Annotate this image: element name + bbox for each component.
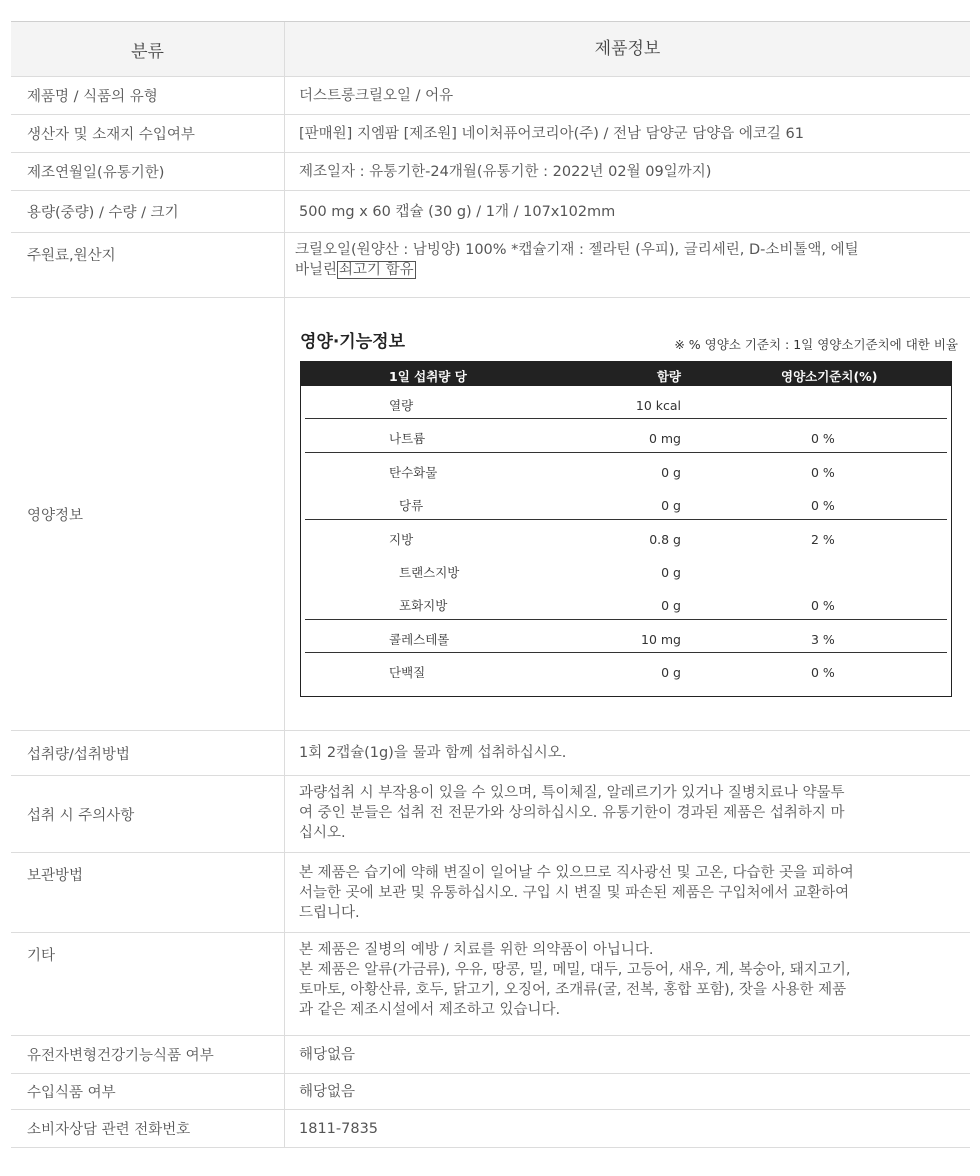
row-label: 수입식품 여부	[11, 1074, 285, 1109]
row-label: 보관방법	[11, 853, 285, 932]
nutrient-name: 탄수화물	[389, 464, 438, 480]
text-line: 본 제품은 알류(가금류), 우유, 땅콩, 밀, 메밀, 대두, 고등어, 새우, 게, 복숭아, 돼지고기,	[299, 962, 851, 978]
header-category: 분류	[11, 22, 285, 76]
nutrient-amount: 0 g	[661, 665, 681, 681]
row-value: 더스트롱크릴오일 / 어유	[299, 87, 454, 104]
nutrient-amount: 0 g	[661, 564, 681, 580]
nutrient-name: 단백질	[389, 665, 426, 681]
nutrient-daily-value: 0 %	[811, 431, 835, 447]
row-label: 유전자변형건강기능식품 여부	[11, 1036, 285, 1073]
nutrition-row	[301, 653, 951, 686]
row-label: 기타	[11, 933, 285, 1035]
header-product-info: 제품정보	[285, 22, 970, 76]
nutrition-facts	[285, 298, 970, 728]
table-row	[11, 153, 970, 191]
row-value	[285, 933, 970, 1035]
row-value: 해당없음	[299, 1046, 356, 1063]
nutrient-name: 포화지방	[399, 598, 448, 614]
text-line: 과 같은 제조시설에서 제조하고 있습니다.	[299, 1002, 561, 1018]
table-row	[11, 1074, 970, 1110]
row-label: 영양정보	[11, 298, 285, 730]
row-value	[285, 233, 970, 297]
row-label: 주원료,원산지	[11, 233, 285, 297]
text-line: 십시오.	[299, 825, 346, 841]
nutrient-name: 지방	[389, 531, 414, 547]
table-row	[11, 731, 970, 776]
table-row	[11, 933, 970, 1036]
text-line: 과량섭취 시 부작용이 있을 수 있으며, 특이체질, 알레르기가 있거나 질병치료나 약물투	[299, 785, 845, 801]
nutrition-row	[301, 419, 951, 452]
nutrient-amount: 10 kcal	[635, 398, 681, 413]
table-header	[11, 22, 970, 77]
table-row	[11, 1110, 970, 1148]
nutrient-daily-value: 0 %	[811, 464, 835, 480]
nutrient-amount: 0 g	[661, 498, 681, 514]
nutrition-row	[301, 386, 951, 419]
row-label: 섭취 시 주의사항	[11, 776, 285, 852]
text-line: 본 제품은 질병의 예방 / 치료를 위한 의약품이 아닙니다.	[299, 942, 654, 958]
text-line: 드립니다.	[299, 905, 360, 921]
nutrition-table-header	[301, 362, 951, 386]
row-value: 1811-7835	[299, 1120, 379, 1137]
row-label: 제품명 / 식품의 유형	[11, 77, 285, 114]
nutrition-header-amount: 함량	[656, 369, 681, 384]
nutrition-row	[301, 486, 951, 519]
nutrient-amount: 0 g	[661, 598, 681, 614]
nutrition-header-serving: 1일 섭취량 당	[389, 369, 467, 384]
nutrient-amount: 0.8 g	[649, 531, 681, 547]
table-row	[11, 776, 970, 853]
text-line: 토마토, 아황산류, 호두, 닭고기, 오징어, 조개류(굴, 전복, 홍합 포함), 잣을 사용한 제품	[299, 982, 847, 998]
nutrition-row	[301, 586, 951, 619]
nutrient-daily-value: 2 %	[811, 531, 835, 547]
row-label: 섭취량/섭취방법	[11, 731, 285, 775]
table-row	[11, 1036, 970, 1074]
row-label: 용량(중량) / 수량 / 크기	[11, 191, 285, 232]
nutrition-title: 영양·기능정보	[300, 332, 405, 352]
nutrition-row	[301, 553, 951, 586]
nutrition-row	[11, 298, 970, 731]
ingredient-line-2	[295, 260, 956, 280]
row-label: 제조연월일(유통기한)	[11, 153, 285, 190]
table-row	[11, 77, 970, 115]
nutrient-daily-value: 0 %	[811, 498, 835, 514]
nutrient-name: 트랜스지방	[399, 564, 460, 580]
row-value: 500 mg x 60 캡슐 (30 g) / 1개 / 107x102mm	[299, 203, 616, 220]
beef-allergen-box: 쇠고기 함유	[339, 262, 414, 278]
nutrient-daily-value: 0 %	[811, 598, 835, 614]
row-value: [판매원] 지엠팜 [제조원] 네이처퓨어코리아(주) / 전남 담양군 담양읍 에코길 61	[299, 125, 804, 142]
row-value	[285, 776, 970, 852]
row-value: 해당없음	[299, 1083, 356, 1100]
text-line: 서늘한 곳에 보관 및 유통하십시오. 구입 시 변질 및 파손된 제품은 구입처에서 교환하여	[299, 885, 850, 901]
nutrition-rows	[301, 386, 951, 687]
nutrient-name: 열량	[389, 398, 414, 413]
nutrient-name: 나트륨	[389, 431, 426, 447]
row-value	[285, 853, 970, 932]
text-line: 여 중인 분들은 섭취 전 전문가와 상의하십시오. 유통기한이 경과된 제품은 섭취하지 마	[299, 805, 845, 821]
nutrient-name: 당류	[399, 498, 424, 514]
nutrition-row	[301, 620, 951, 653]
nutrient-name: 콜레스테롤	[389, 631, 450, 647]
nutrition-row	[301, 520, 951, 553]
product-info-table	[11, 21, 970, 1148]
nutrition-table	[300, 361, 952, 697]
row-value: 1회 2캡슐(1g)을 물과 함께 섭취하십시오.	[299, 745, 567, 761]
nutrition-note: ※ % 영양소 기준치 : 1일 영양소기준치에 대한 비율	[674, 337, 958, 352]
row-label: 소비자상담 관련 전화번호	[11, 1110, 285, 1147]
row-value: 제조일자 : 유통기한-24개월(유통기한 : 2022년 02월 09일까지)	[299, 163, 712, 180]
nutrient-amount: 10 mg	[641, 631, 681, 647]
nutrient-daily-value: 0 %	[811, 665, 835, 681]
ingredient-line-1: 크릴오일(원양산 : 남빙양) 100% *캡슐기재 : 젤라틴 (우피), 글리세린, D-소비톨액, 에틸	[295, 242, 859, 258]
nutrition-header-dv: 영양소기준치(%)	[781, 369, 878, 384]
nutrition-panel	[285, 298, 970, 730]
row-label: 생산자 및 소재지 수입여부	[11, 115, 285, 152]
ingredient-vanillin: 바닐린	[295, 262, 338, 278]
table-row	[11, 233, 970, 298]
nutrition-row	[301, 453, 951, 486]
table-row	[11, 115, 970, 153]
table-row	[11, 191, 970, 233]
nutrient-amount: 0 g	[661, 464, 681, 480]
table-row	[11, 853, 970, 933]
nutrient-daily-value: 3 %	[811, 631, 835, 647]
nutrient-amount: 0 mg	[648, 431, 681, 447]
text-line: 본 제품은 습기에 약해 변질이 일어날 수 있으므로 직사광선 및 고온, 다습한 곳을 피하여	[299, 865, 854, 881]
